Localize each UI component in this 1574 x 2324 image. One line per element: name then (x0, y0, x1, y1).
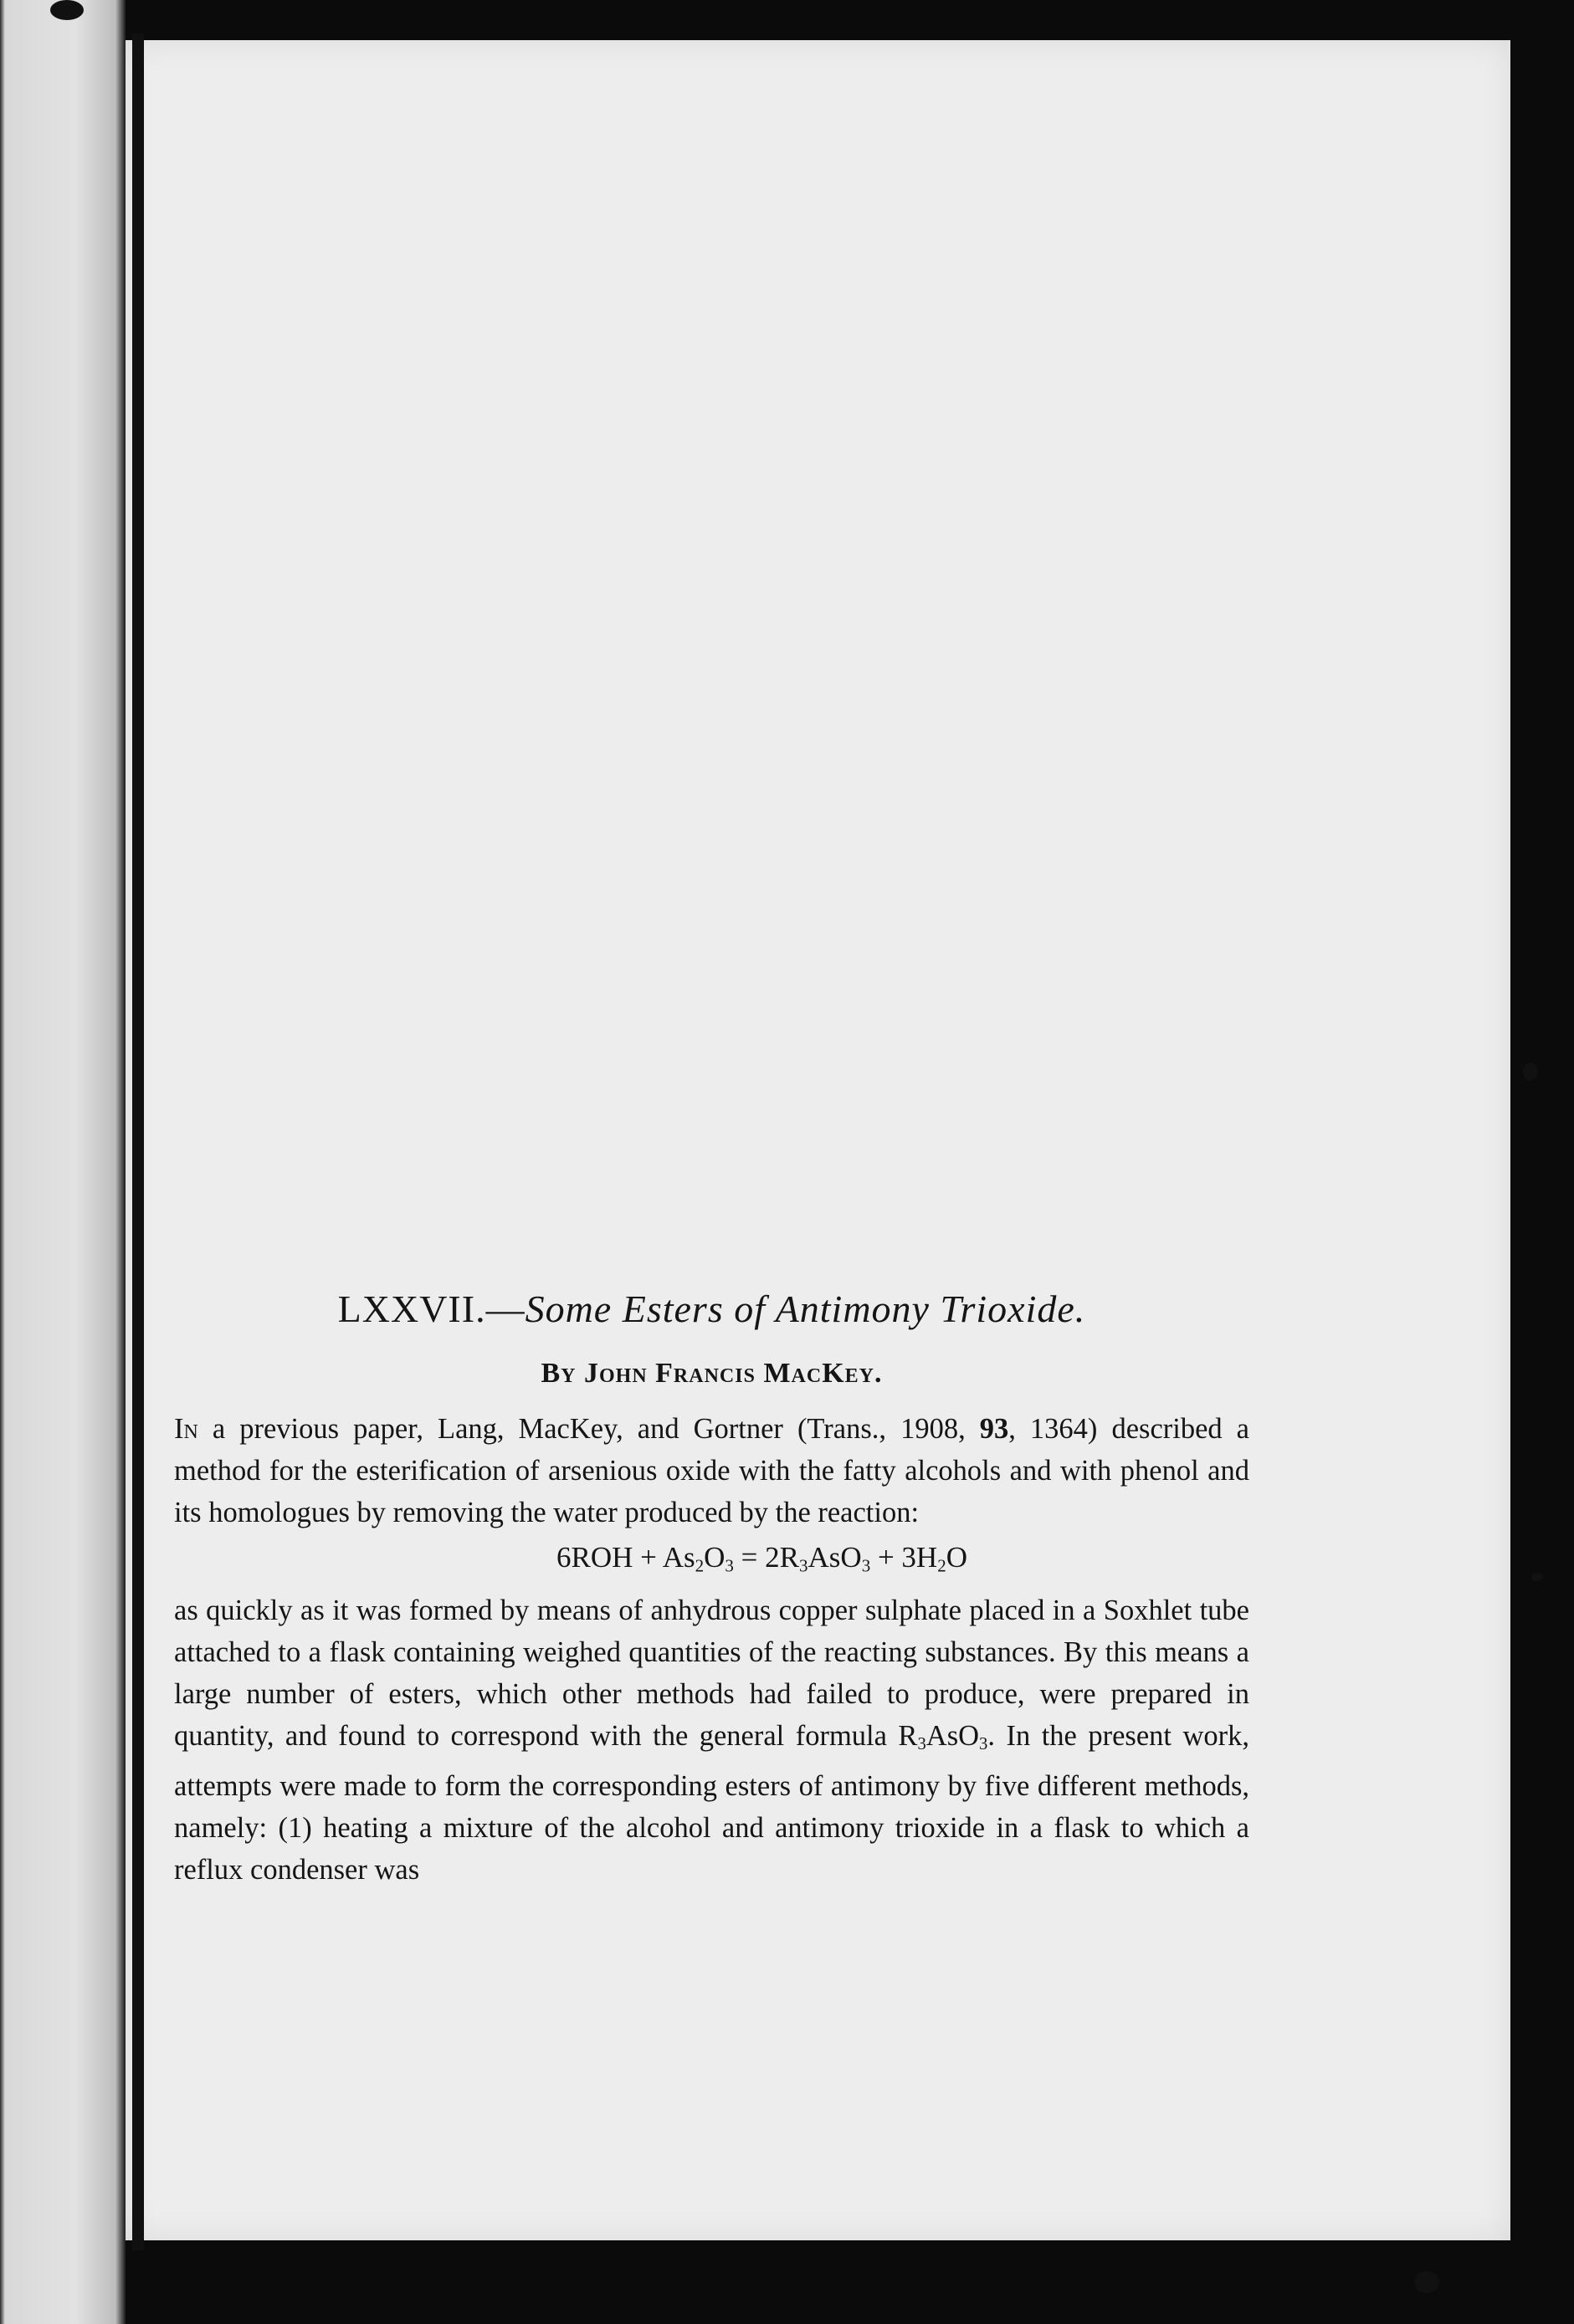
para1-volume: 93 (979, 1413, 1009, 1445)
speck (50, 0, 84, 20)
title-number: LXXVII.— (337, 1287, 526, 1330)
para2-text-a: as quickly as it was formed by means of anhydrous copper sulphate placed in a Soxhlet tube attached to a flask containing weighed quantities of the reacting substances. By this means a large number of esters, which other methods had failed to produce, were prepared in quantity, and found to correspond with the general formula R (174, 1595, 1249, 1753)
author-name: John Francis MacKey. (584, 1358, 883, 1389)
eq-sub: 2 (937, 1555, 946, 1576)
reaction-equation (174, 1535, 1249, 1588)
para1-lead: In (174, 1413, 198, 1445)
eq-sub: 2 (695, 1555, 705, 1576)
para2-text-b: . In the present work, attempts were made to form the corresponding esters of antimony by five different methods, namely: (1) heating a mixture of the alcohol and antimony trioxide in a flask to which a reflux condenser was (174, 1720, 1249, 1886)
scanned-page (126, 40, 1510, 2240)
paragraph-1 (174, 1408, 1249, 1533)
title-text: Some Esters of Antimony Trioxide. (525, 1287, 1086, 1330)
article-title (174, 1287, 1249, 1331)
byline-prefix: By (541, 1358, 577, 1389)
speck (1531, 1573, 1543, 1581)
eq-part: 6ROH + As (556, 1541, 695, 1574)
para1-text-b: , 1364) described a method for the esterification of arsenious oxide with the fatty alcohols and with phenol and its homologues by removing the water produced by the reaction: (174, 1413, 1249, 1528)
para1-text-a: a previous paper, Lang, MacKey, and Gortner (Trans., 1908, (197, 1413, 980, 1445)
adjacent-page-edge (0, 0, 126, 2324)
eq-part: AsO (808, 1541, 862, 1574)
para2-sub-1: 3 (917, 1735, 926, 1754)
byline (174, 1358, 1249, 1390)
para2-sub-2: 3 (979, 1735, 988, 1754)
binding-shadow (132, 33, 144, 2250)
eq-sub: 3 (799, 1555, 808, 1576)
eq-part: O (946, 1541, 967, 1574)
paragraph-2 (174, 1589, 1249, 1891)
eq-part: O (704, 1541, 725, 1574)
eq-part: + 3H (870, 1541, 938, 1574)
eq-part: = 2R (733, 1541, 799, 1574)
para2-mid: AsO (925, 1720, 980, 1753)
speck (1523, 1062, 1538, 1081)
eq-sub: 3 (725, 1555, 734, 1576)
article (174, 1287, 1249, 1891)
speck (1414, 2271, 1439, 2293)
eq-sub: 3 (861, 1555, 871, 1576)
